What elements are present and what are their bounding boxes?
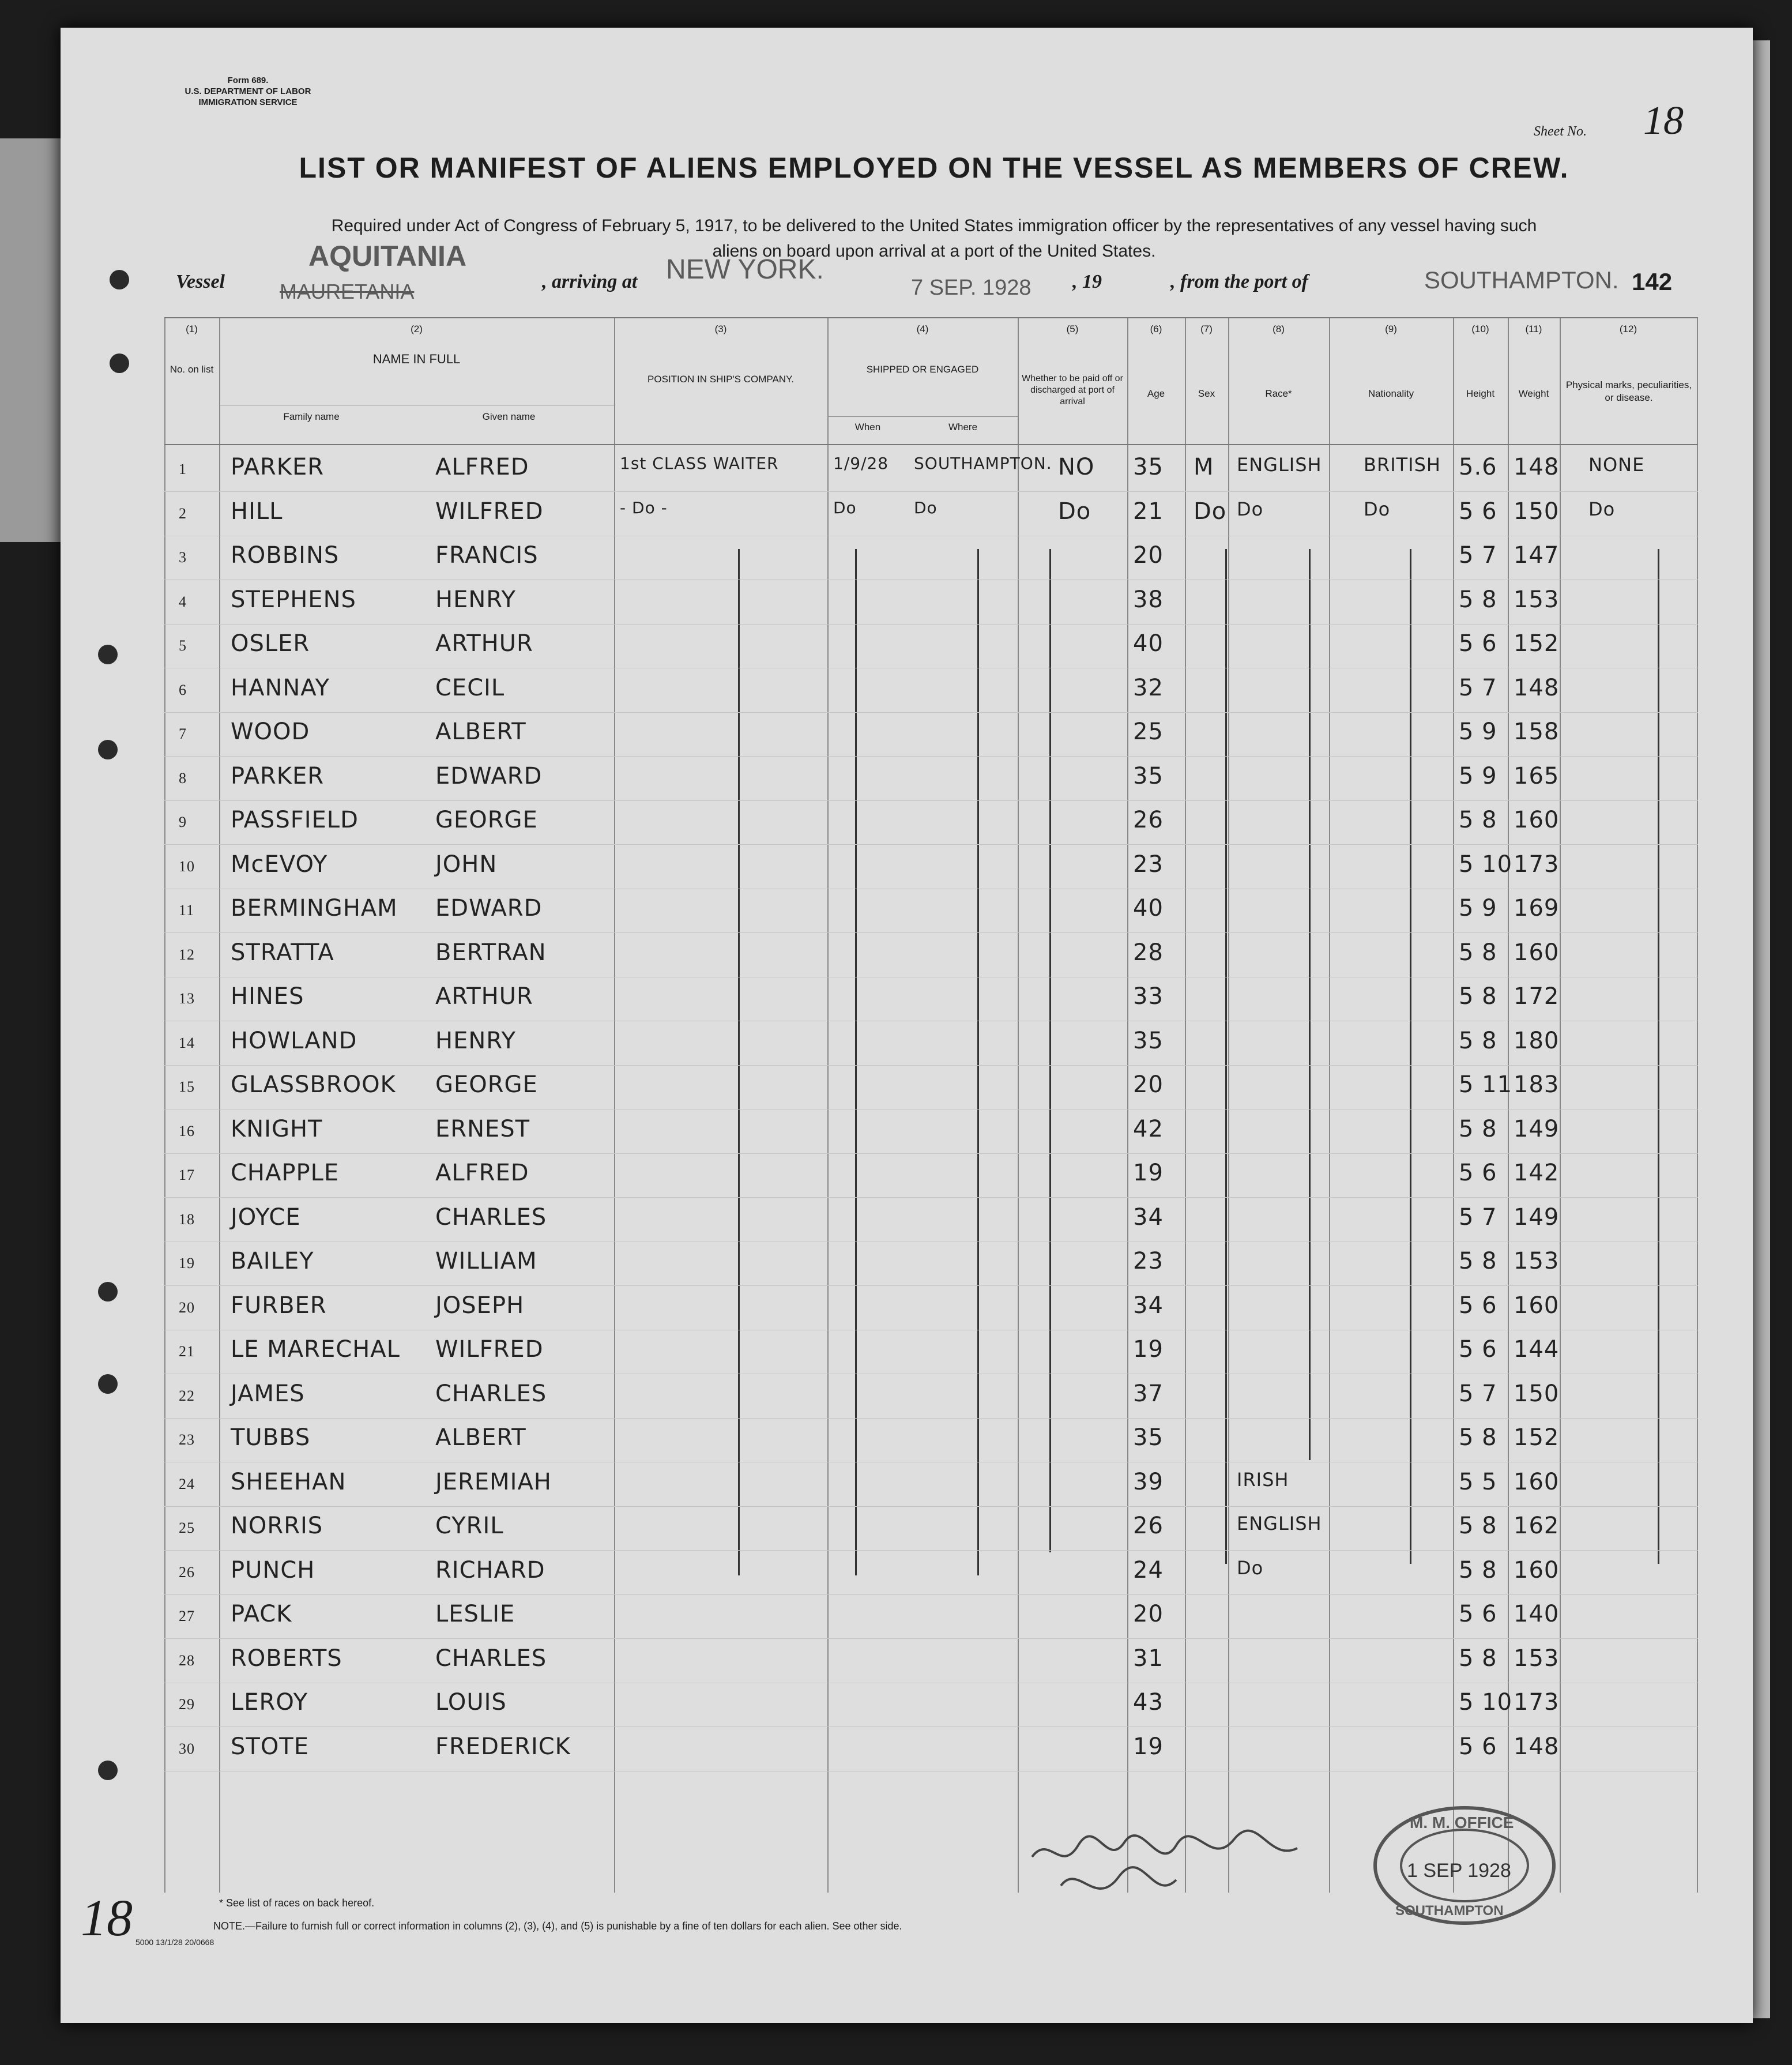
family-name: STEPHENS xyxy=(231,586,356,613)
height: 5 8 xyxy=(1459,807,1497,833)
family-name: PASSFIELD xyxy=(231,807,359,833)
list-number: 142 xyxy=(1632,268,1673,295)
vessel-struck: MAURETANIA xyxy=(280,280,415,303)
arrival-date: 7 SEP. 1928 xyxy=(911,276,1031,300)
given-name: HENRY xyxy=(435,586,516,613)
row-number: 20 xyxy=(179,1299,195,1316)
age: 40 xyxy=(1133,630,1164,657)
col-2-header: NAME IN FULL xyxy=(372,352,461,366)
given-name: WILFRED xyxy=(435,1336,544,1363)
col-12-header: Physical marks, peculiarities, or disease. xyxy=(1565,379,1692,403)
row-number: 28 xyxy=(179,1652,195,1669)
shipped-when: 1/9/28 xyxy=(833,454,889,473)
family-name: HILL xyxy=(231,498,283,525)
family-name: STOTE xyxy=(231,1733,310,1760)
family-name: WOOD xyxy=(231,719,310,745)
family-name: TUBBS xyxy=(231,1424,311,1451)
arriving-label: , arriving at xyxy=(542,271,638,292)
height: 5 6 xyxy=(1459,1336,1497,1363)
family-name: SHEEHAN xyxy=(231,1468,347,1495)
weight: 158 xyxy=(1514,719,1560,745)
weight: 172 xyxy=(1514,983,1560,1010)
table-row xyxy=(164,845,1698,889)
col-4-header: SHIPPED OR ENGAGED xyxy=(866,364,979,375)
row-number: 24 xyxy=(179,1475,195,1492)
weight: 144 xyxy=(1514,1336,1560,1363)
departure-port: SOUTHAMPTON. xyxy=(1424,266,1619,294)
height: 5 7 xyxy=(1459,542,1497,569)
page-mark: 18 xyxy=(81,1890,133,1947)
footnote-races: * See list of races on back hereof. xyxy=(219,1897,375,1909)
position: - Do - xyxy=(620,498,668,517)
family-name: HANNAY xyxy=(231,674,330,701)
family-name: KNIGHT xyxy=(231,1115,323,1142)
age: 19 xyxy=(1133,1733,1164,1760)
age: 28 xyxy=(1133,939,1164,966)
page-title: LIST OR MANIFEST OF ALIENS EMPLOYED ON THE VESSEL AS MEMBERS OF CREW. xyxy=(299,152,1569,184)
given-name: WILLIAM xyxy=(435,1248,537,1274)
row-number: 6 xyxy=(179,681,187,698)
height: 5 8 xyxy=(1459,1027,1497,1054)
race: Do xyxy=(1237,498,1264,520)
given-name: CECIL xyxy=(435,674,505,701)
age: 34 xyxy=(1133,1292,1164,1319)
col-4-number: (4) xyxy=(916,324,929,334)
table-row xyxy=(164,1419,1698,1462)
given-name: ERNEST xyxy=(435,1115,530,1142)
family-name: JAMES xyxy=(231,1380,305,1407)
nationality: Do xyxy=(1364,498,1391,520)
weight: 153 xyxy=(1514,586,1560,613)
col-7-number: (7) xyxy=(1200,324,1213,334)
age: 26 xyxy=(1133,1513,1164,1539)
table-row xyxy=(164,1154,1698,1198)
weight: 152 xyxy=(1514,630,1560,657)
adjacent-page-edge xyxy=(0,138,61,542)
service: IMMIGRATION SERVICE xyxy=(198,97,298,107)
row-number: 23 xyxy=(179,1431,195,1448)
family-name: BERMINGHAM xyxy=(231,895,398,921)
sheet-number-value: 18 xyxy=(1643,99,1684,143)
table-row xyxy=(164,1110,1698,1154)
table-row xyxy=(164,1330,1698,1374)
punch-hole xyxy=(98,645,118,664)
age: 35 xyxy=(1133,1027,1164,1054)
family-name: OSLER xyxy=(231,630,310,657)
shipped-where: Do xyxy=(914,498,938,517)
col-1-number: (1) xyxy=(186,324,198,334)
given-name: RICHARD xyxy=(435,1556,545,1583)
family-name: HOWLAND xyxy=(231,1027,357,1054)
vessel-name: AQUITANIA xyxy=(308,240,467,272)
sheet-number-label: Sheet No. xyxy=(1534,124,1587,139)
weight: 160 xyxy=(1514,939,1560,966)
table-row xyxy=(164,977,1698,1021)
given-name: ALBERT xyxy=(435,719,526,745)
given-name: HENRY xyxy=(435,1027,516,1054)
table-row xyxy=(164,1463,1698,1507)
punch-hole xyxy=(110,270,129,289)
shipped-where: SOUTHAMPTON. xyxy=(914,454,1052,473)
age: 24 xyxy=(1133,1556,1164,1583)
row-number: 29 xyxy=(179,1696,195,1713)
inspector-signature xyxy=(1026,1822,1315,1914)
given-name: ARTHUR xyxy=(435,983,533,1010)
weight: 148 xyxy=(1514,454,1560,480)
table-row xyxy=(164,801,1698,845)
row-number: 11 xyxy=(179,902,195,919)
family-name: NORRIS xyxy=(231,1513,323,1539)
col-2-number: (2) xyxy=(411,324,423,334)
given-name: ALFRED xyxy=(435,454,529,480)
given-name: WILFRED xyxy=(435,498,544,525)
col-4b-header: Where xyxy=(948,422,978,432)
family-name: STRATTA xyxy=(231,939,334,966)
col-9-number: (9) xyxy=(1385,324,1397,334)
table-row xyxy=(164,1287,1698,1330)
department: U.S. DEPARTMENT OF LABOR xyxy=(185,86,311,96)
year-label: , 19 xyxy=(1072,271,1102,292)
given-name: LOUIS xyxy=(435,1689,507,1716)
row-number: 5 xyxy=(179,637,187,654)
family-name: FURBER xyxy=(231,1292,327,1319)
table-row xyxy=(164,669,1698,713)
sex: M xyxy=(1194,454,1214,480)
row-number: 15 xyxy=(179,1078,195,1095)
family-name: ROBERTS xyxy=(231,1645,342,1672)
weight: 153 xyxy=(1514,1645,1560,1672)
age: 19 xyxy=(1133,1336,1164,1363)
table-row xyxy=(164,713,1698,757)
col-3-header: POSITION IN SHIP'S COMPANY. xyxy=(647,374,794,385)
family-name: LEROY xyxy=(231,1689,308,1716)
height: 5 8 xyxy=(1459,983,1497,1010)
height: 5 9 xyxy=(1459,762,1497,789)
age: 23 xyxy=(1133,851,1164,878)
height: 5 8 xyxy=(1459,586,1497,613)
age: 19 xyxy=(1133,1160,1164,1186)
family-name: CHAPPLE xyxy=(231,1160,340,1186)
row-number: 19 xyxy=(179,1255,195,1272)
height: 5 8 xyxy=(1459,1248,1497,1274)
height: 5 8 xyxy=(1459,1115,1497,1142)
table-row xyxy=(164,1595,1698,1639)
given-name: GEORGE xyxy=(435,1071,538,1098)
arriving-port: NEW YORK. xyxy=(666,254,824,285)
weight: 140 xyxy=(1514,1601,1560,1627)
given-name: CYRIL xyxy=(435,1513,504,1539)
age: 33 xyxy=(1133,983,1164,1010)
height: 5 10 xyxy=(1459,1689,1513,1716)
subtitle-line-2: aliens on board upon arrival at a port of the United States. xyxy=(712,242,1156,261)
weight: 183 xyxy=(1514,1071,1560,1098)
table-row xyxy=(164,1728,1698,1771)
from-label: , from the port of xyxy=(1170,271,1308,292)
age: 38 xyxy=(1133,586,1164,613)
weight: 160 xyxy=(1514,1292,1560,1319)
row-number: 22 xyxy=(179,1387,195,1404)
col-6-number: (6) xyxy=(1150,324,1162,334)
height: 5 6 xyxy=(1459,498,1497,525)
punch-hole xyxy=(98,1761,118,1780)
given-name: EDWARD xyxy=(435,895,543,921)
col-9-header: Nationality xyxy=(1368,388,1414,399)
row-number: 3 xyxy=(179,549,187,566)
age: 35 xyxy=(1133,762,1164,789)
weight: 173 xyxy=(1514,1689,1560,1716)
height: 5 6 xyxy=(1459,630,1497,657)
col-3-number: (3) xyxy=(714,324,727,334)
col-1-header: No. on list xyxy=(170,364,214,375)
given-name: FRANCIS xyxy=(435,542,539,569)
col-5-header: Whether to be paid off or discharged at port of arrival xyxy=(1022,374,1123,407)
age: 39 xyxy=(1133,1468,1164,1495)
punch-hole xyxy=(98,1282,118,1302)
row-number: 12 xyxy=(179,946,195,963)
height: 5 9 xyxy=(1459,895,1497,921)
weight: 149 xyxy=(1514,1203,1560,1231)
row-number: 9 xyxy=(179,814,187,830)
given-name: EDWARD xyxy=(435,762,543,789)
col-8-number: (8) xyxy=(1273,324,1285,334)
given-name: LESLIE xyxy=(435,1601,515,1627)
table-row xyxy=(164,1639,1698,1683)
row-number: 13 xyxy=(179,990,195,1007)
weight: 160 xyxy=(1514,807,1560,833)
weight: 160 xyxy=(1514,1556,1560,1583)
family-name: PARKER xyxy=(231,454,325,480)
height: 5 7 xyxy=(1459,1203,1497,1231)
age: 40 xyxy=(1133,895,1164,921)
given-name: JEREMIAH xyxy=(435,1468,552,1495)
shipped-when: Do xyxy=(833,498,857,517)
given-name: ALFRED xyxy=(435,1160,529,1186)
position: 1st CLASS WAITER xyxy=(620,454,779,473)
family-name: PACK xyxy=(231,1601,292,1627)
age: 26 xyxy=(1133,807,1164,833)
age: 43 xyxy=(1133,1689,1164,1716)
race: Do xyxy=(1237,1556,1264,1579)
weight: 148 xyxy=(1514,674,1560,701)
row-number: 21 xyxy=(179,1343,195,1360)
row-number: 10 xyxy=(179,857,195,875)
age: 32 xyxy=(1133,674,1164,701)
table-row xyxy=(164,889,1698,933)
given-name: CHARLES xyxy=(435,1203,547,1231)
age: 23 xyxy=(1133,1248,1164,1274)
height: 5 7 xyxy=(1459,674,1497,701)
col-11-number: (11) xyxy=(1525,324,1542,334)
table-row xyxy=(164,492,1698,536)
table-row xyxy=(164,1242,1698,1286)
col-2b-header: Given name xyxy=(482,411,536,422)
col-4a-header: When xyxy=(854,422,881,432)
stamp-place: SOUTHAMPTON xyxy=(1395,1903,1504,1919)
punch-hole xyxy=(98,740,118,759)
table-row xyxy=(164,581,1698,625)
age: 35 xyxy=(1133,454,1164,480)
stamp-date: 1 SEP 1928 xyxy=(1407,1860,1511,1882)
table-row xyxy=(164,625,1698,668)
sub-rule xyxy=(827,416,1018,417)
given-name: CHARLES xyxy=(435,1380,547,1407)
table-row xyxy=(164,934,1698,977)
paid-off: Do xyxy=(1058,498,1091,525)
form-header xyxy=(133,75,363,108)
height: 5 8 xyxy=(1459,939,1497,966)
weight: 149 xyxy=(1514,1115,1560,1142)
height: 5 6 xyxy=(1459,1601,1497,1627)
row-number: 14 xyxy=(179,1034,195,1051)
footnote-penalty: NOTE.—Failure to furnish full or correct information in columns (2), (3), (4), and (5) is punishable by a fine of ten dollars for each alien. See other side. xyxy=(213,1920,902,1932)
age: 42 xyxy=(1133,1115,1164,1142)
col-7-header: Sex xyxy=(1198,388,1215,399)
family-name: BAILEY xyxy=(231,1248,314,1274)
height: 5 8 xyxy=(1459,1424,1497,1451)
stamp-office: M. M. OFFICE xyxy=(1410,1814,1514,1831)
weight: 162 xyxy=(1514,1513,1560,1539)
row-number: 1 xyxy=(179,461,187,477)
race: IRISH xyxy=(1237,1468,1289,1491)
height: 5.6 xyxy=(1459,454,1497,480)
col-2a-header: Family name xyxy=(283,411,340,422)
weight: 150 xyxy=(1514,498,1560,525)
table-row xyxy=(164,1022,1698,1066)
col-6-header: Age xyxy=(1147,388,1165,399)
given-name: CHARLES xyxy=(435,1645,547,1672)
table-row xyxy=(164,1375,1698,1419)
family-name: ROBBINS xyxy=(231,542,340,569)
crew-table xyxy=(164,317,1698,1893)
given-name: ARTHUR xyxy=(435,630,533,657)
header-rule xyxy=(164,444,1698,445)
sex: Do xyxy=(1194,498,1227,525)
col-8-header: Race* xyxy=(1265,388,1292,399)
race: ENGLISH xyxy=(1237,454,1322,476)
family-name: JOYCE xyxy=(231,1203,301,1231)
weight: 173 xyxy=(1514,851,1560,878)
col-5-number: (5) xyxy=(1066,324,1079,334)
row-number: 18 xyxy=(179,1210,195,1228)
form-number: Form 689. xyxy=(227,76,269,85)
weight: 152 xyxy=(1514,1424,1560,1451)
given-name: JOSEPH xyxy=(435,1292,525,1319)
age: 34 xyxy=(1133,1203,1164,1231)
height: 5 5 xyxy=(1459,1468,1497,1495)
height: 5 8 xyxy=(1459,1556,1497,1583)
weight: 147 xyxy=(1514,542,1560,569)
age: 25 xyxy=(1133,719,1164,745)
table-row xyxy=(164,1551,1698,1595)
height: 5 9 xyxy=(1459,719,1497,745)
table-row xyxy=(164,448,1698,492)
given-name: GEORGE xyxy=(435,807,538,833)
row-number: 27 xyxy=(179,1608,195,1624)
punch-hole xyxy=(110,353,129,373)
weight: 148 xyxy=(1514,1733,1560,1760)
nationality: BRITISH xyxy=(1364,454,1441,476)
age: 20 xyxy=(1133,1071,1164,1098)
row-number: 30 xyxy=(179,1740,195,1757)
table-row xyxy=(164,1066,1698,1109)
row-number: 16 xyxy=(179,1122,195,1139)
height: 5 6 xyxy=(1459,1292,1497,1319)
height: 5 8 xyxy=(1459,1645,1497,1672)
row-number: 17 xyxy=(179,1167,195,1183)
age: 37 xyxy=(1133,1380,1164,1407)
given-name: FREDERICK xyxy=(435,1733,571,1760)
weight: 153 xyxy=(1514,1248,1560,1274)
height: 5 7 xyxy=(1459,1380,1497,1407)
col-12-number: (12) xyxy=(1619,324,1637,334)
family-name: LE MARECHAL xyxy=(231,1336,400,1363)
family-name: PARKER xyxy=(231,762,325,789)
height: 5 8 xyxy=(1459,1513,1497,1539)
row-number: 8 xyxy=(179,769,187,787)
age: 20 xyxy=(1133,1601,1164,1627)
given-name: JOHN xyxy=(435,851,498,878)
row-number: 2 xyxy=(179,505,187,522)
age: 35 xyxy=(1133,1424,1164,1451)
weight: 142 xyxy=(1514,1160,1560,1186)
height: 5 6 xyxy=(1459,1160,1497,1186)
given-name: BERTRAN xyxy=(435,939,547,966)
row-number: 4 xyxy=(179,593,187,610)
col-10-header: Height xyxy=(1466,388,1495,399)
age: 21 xyxy=(1133,498,1164,525)
paid-off: NO xyxy=(1058,454,1095,480)
family-name: McEVOY xyxy=(231,851,328,878)
height: 5 10 xyxy=(1459,851,1513,878)
weight: 165 xyxy=(1514,762,1560,789)
row-number: 26 xyxy=(179,1563,195,1581)
age: 31 xyxy=(1133,1645,1164,1672)
physical-marks: NONE xyxy=(1588,454,1645,476)
height: 5 6 xyxy=(1459,1733,1497,1760)
col-11-header: Weight xyxy=(1518,388,1549,399)
family-name: GLASSBROOK xyxy=(231,1071,396,1098)
family-name: HINES xyxy=(231,983,304,1010)
print-code: 5000 13/1/28 20/0668 xyxy=(135,1938,214,1947)
table-row xyxy=(164,1683,1698,1727)
table-row xyxy=(164,536,1698,580)
weight: 150 xyxy=(1514,1380,1560,1407)
table-row xyxy=(164,757,1698,801)
physical-marks: Do xyxy=(1588,498,1616,520)
row-number: 25 xyxy=(179,1519,195,1536)
family-name: PUNCH xyxy=(231,1556,315,1583)
col-10-number: (10) xyxy=(1471,324,1489,334)
punch-hole xyxy=(98,1374,118,1394)
race: ENGLISH xyxy=(1237,1513,1322,1534)
given-name: ALBERT xyxy=(435,1424,526,1451)
height: 5 11 xyxy=(1459,1071,1513,1098)
row-number: 7 xyxy=(179,725,187,742)
weight: 169 xyxy=(1514,895,1560,921)
vessel-label: Vessel xyxy=(176,271,225,292)
table-row xyxy=(164,1507,1698,1551)
subtitle-line-1: Required under Act of Congress of February 5, 1917, to be delivered to the United States immigration officer by the representatives of any vessel having such xyxy=(331,216,1537,235)
table-row xyxy=(164,1198,1698,1242)
weight: 160 xyxy=(1514,1468,1560,1495)
weight: 180 xyxy=(1514,1027,1560,1054)
age: 20 xyxy=(1133,542,1164,569)
